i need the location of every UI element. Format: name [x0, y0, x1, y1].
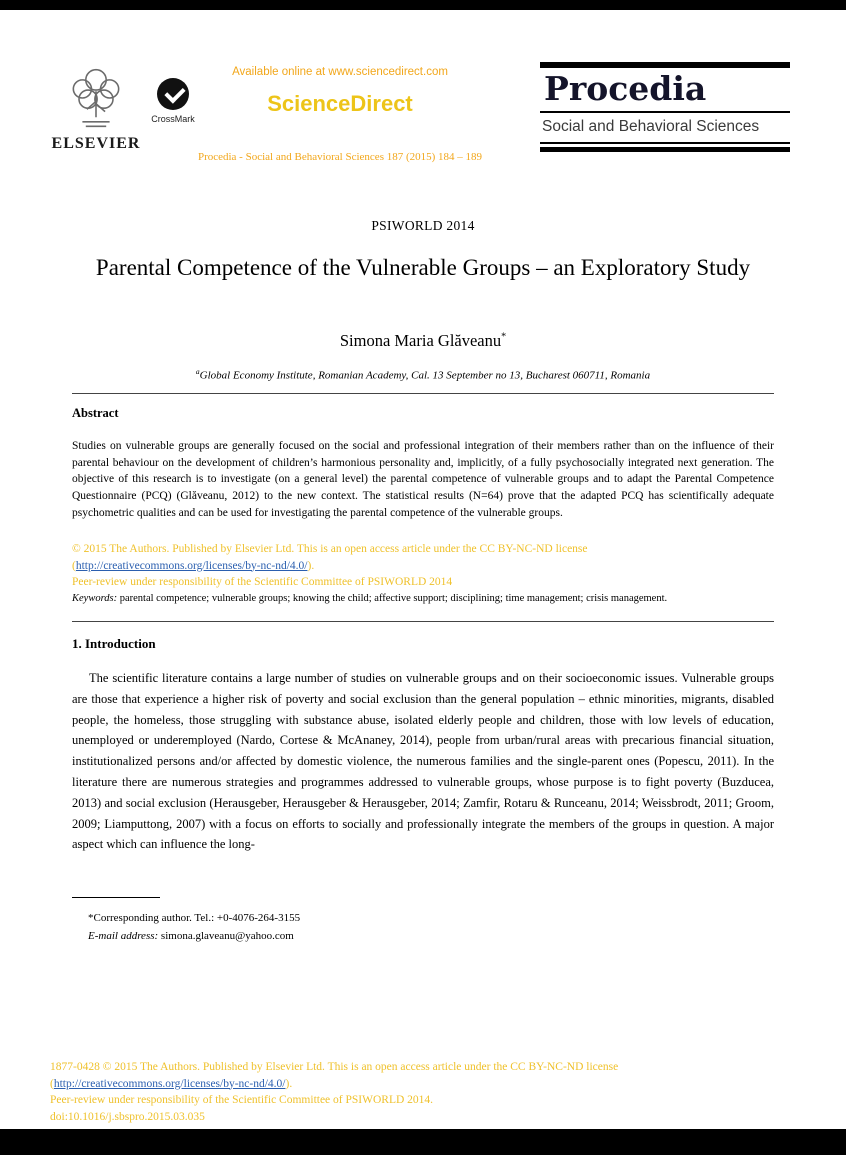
email-value: simona.glaveanu@yahoo.com	[158, 929, 294, 942]
keywords-text: parental competence; vulnerable groups; knowing the child; affective support; disciplining; time management; crisis management.	[117, 593, 668, 604]
author-line	[0, 331, 846, 351]
sciencedirect-header	[205, 66, 475, 117]
abstract-heading: Abstract	[72, 406, 119, 420]
introduction-body: The scientific literature contains a large number of studies on vulnerable groups and on their socioeconomic issues. Vulnerable groups are those that experience a higher risk of poverty and social exclusion than the general population – ethnic minorities, migrants, disabled people, the homeless, those struggling with substance abuse, isolated elderly people and children, those with low levels of education, unemployed or underemployed (Nardo, Cortese & McAnaney, 2014), people from urban/rural areas with precarious financial situation, institutionalized persons and/or affected by domestic violence, the numerous families and the single-parent ones (Popescu, 2011). In the literature there are numerous strategies and programmes addressed to vulnerable groups, whose purpose is to fight poverty (Buzducea, 2013) and social exclusion (Herausgeber, Herausgeber & Herausgeber, 2014; Zamfir, Rotaru & Runceanu, 2014; Weissbrodt, 2011; Groom, 2009; Liamputtong, 2007) with a focus on efforts to socially and professionally integrate the members of the groups in question. A major aspect which can influence the long-	[72, 671, 774, 852]
footnote-divider	[72, 897, 160, 898]
abstract-body: Studies on vulnerable groups are generally focused on the social and professional integration of their members rather than on the influence of their parental behaviour on the development of children’s harmonious personality and, implicitly, of a fully psychosocially integrated next generation. The objective of this research is to investigate (on a general level) the parental competence of vulnerable groups and to adapt the Parental Competence Questionnaire (PCQ) (Glăveanu, 2012) to the new context. The statistical results (N=64) prove that the adapted PCQ has scientifically adequate psychometric qualities and can be used for investigating the parental competence of the vulnerable groups.	[72, 440, 774, 519]
email-label: E-mail address:	[88, 929, 159, 942]
footer-copyright-block	[50, 1059, 790, 1125]
divider-above-abstract	[72, 393, 774, 394]
affiliation-line	[0, 367, 846, 382]
corresponding-author-line: *Corresponding author. Tel.: +0-4076-264-3155	[88, 912, 301, 924]
author-name: Simona Maria Glăveanu	[339, 331, 502, 350]
introduction-heading: 1. Introduction	[72, 636, 156, 651]
license-line	[72, 558, 774, 575]
procedia-bottom-bar	[540, 147, 790, 152]
crossmark-icon	[157, 78, 189, 110]
keywords-label: Keywords:	[72, 593, 118, 604]
journal-citation: Procedia - Social and Behavioral Sciences 187 (2015) 184 – 189	[197, 151, 483, 163]
article-title: Parental Competence of the Vulnerable Groups – an Exploratory Study	[95, 255, 751, 280]
procedia-subtitle: Social and Behavioral Sciences	[542, 118, 760, 135]
footer-peer-review-line: Peer-review under responsibility of the Scientific Committee of PSIWORLD 2014.	[50, 1094, 434, 1106]
author-mark: *	[501, 331, 507, 343]
copyright-line: © 2015 The Authors. Published by Elsevier Ltd. This is an open access article under the CC BY-NC-ND license	[72, 543, 588, 555]
footer-license-paren-close: ).	[285, 1077, 293, 1090]
license-paren-close: ).	[307, 559, 315, 572]
available-online-text: Available online at www.sciencedirect.com	[232, 66, 448, 78]
email-line	[72, 928, 572, 946]
affiliation-sup: a	[195, 367, 200, 376]
page-top-border	[0, 0, 846, 10]
license-link[interactable]: http://creativecommons.org/licenses/by-nc-nd/4.0/	[75, 559, 308, 572]
footer-issn-line: 1877-0428 © 2015 The Authors. Published by Elsevier Ltd. This is an open access article under the CC BY-NC-ND license	[50, 1061, 619, 1073]
elsevier-tree-icon	[62, 64, 130, 132]
peer-review-line: Peer-review under responsibility of the Scientific Committee of PSIWORLD 2014	[72, 576, 453, 588]
procedia-wordmark: Procedia	[544, 69, 707, 108]
elsevier-logo	[50, 64, 142, 153]
abstract-copyright-block	[72, 541, 774, 591]
footnote-block	[72, 910, 572, 945]
elsevier-wordmark: ELSEVIER	[51, 135, 141, 152]
keywords-line	[72, 593, 774, 604]
footer-license-line	[50, 1076, 790, 1093]
procedia-bottom-divider	[540, 142, 790, 144]
footer-license-link[interactable]: http://creativecommons.org/licenses/by-nc-nd/4.0/	[53, 1077, 286, 1090]
affiliation-text: Global Economy Institute, Romanian Academy, Cal. 13 September no 13, Bucharest 060711, Romania	[199, 369, 651, 382]
footer-doi-line: doi:10.1016/j.sbspro.2015.03.035	[50, 1110, 205, 1123]
crossmark-logo	[150, 78, 196, 124]
license-paren-open: (	[72, 559, 76, 572]
footer-license-paren-open: (	[50, 1077, 54, 1090]
divider-above-introduction	[72, 621, 774, 622]
procedia-logo	[540, 62, 790, 152]
conference-name: PSIWORLD 2014	[371, 218, 475, 233]
sciencedirect-wordmark: ScienceDirect	[267, 91, 413, 116]
crossmark-label: CrossMark	[151, 114, 195, 124]
page-bottom-border	[0, 1129, 846, 1155]
